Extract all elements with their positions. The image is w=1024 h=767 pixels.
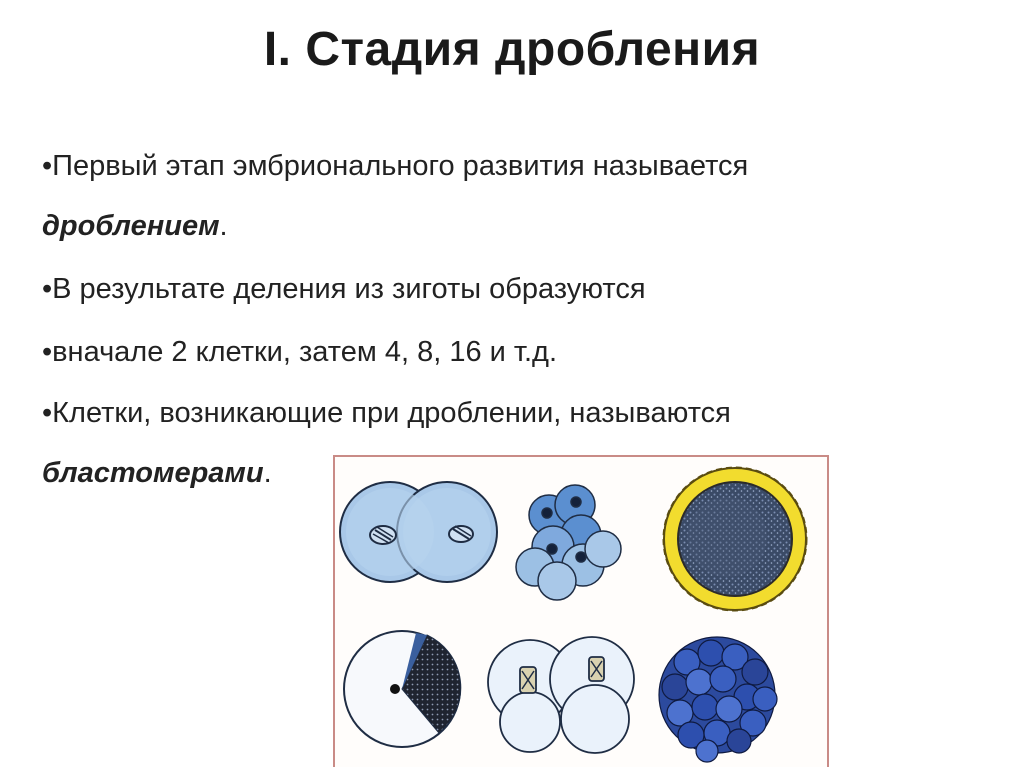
text-line-6 [42,457,272,490]
spindle-left [370,526,396,544]
text-line-4: •вначале 2 клетки, затем 4, 8, 16 и т.д. [42,336,558,368]
dividing-cells-stage [488,637,634,753]
term-blastomeres: бластомерами [42,457,264,489]
text-line-2 [42,210,228,243]
zygote-stage [344,631,461,747]
spindle-right [449,526,473,542]
punctuation: . [219,210,228,242]
term-cleavage: дроблением [42,210,220,242]
cleavage-figure [333,455,829,767]
blastula-stage [663,467,807,611]
morula-stage [659,637,777,762]
two-cell-stage [340,482,497,582]
text-line-3: •В результате деления из зиготы образуются [42,273,646,305]
slide-title: I. Стадия дробления [263,23,761,76]
punctuation: . [263,457,272,489]
eight-cell-stage [516,485,621,600]
text-line-5: •Клетки, возникающие при дроблении, называются [42,397,731,429]
cleavage-stages-illustration [335,457,829,767]
text-line-1: •Первый этап эмбрионального развития называется [42,150,749,182]
